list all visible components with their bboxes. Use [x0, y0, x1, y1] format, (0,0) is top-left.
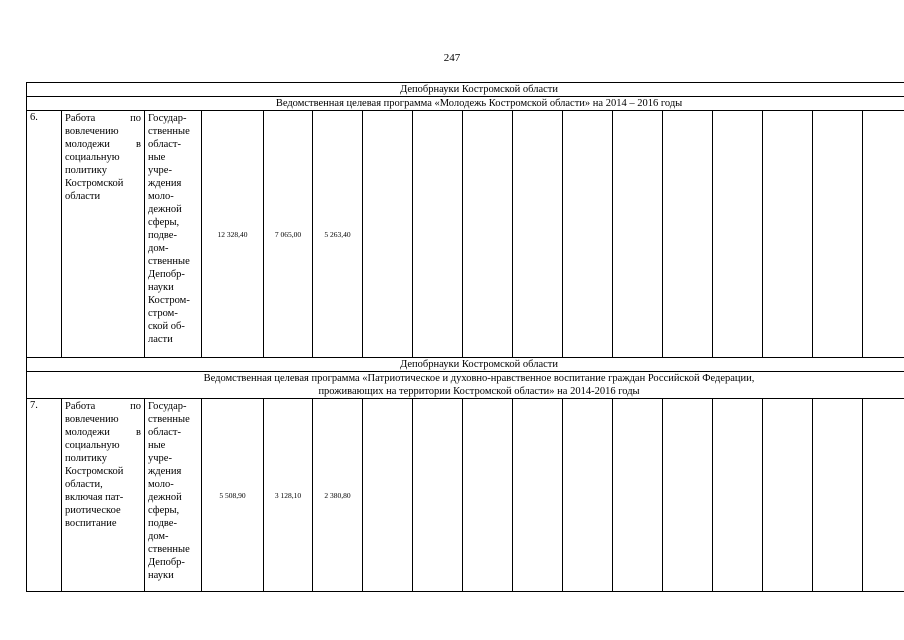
- executor-line: ждения: [148, 466, 182, 477]
- executor: [145, 399, 202, 592]
- program-title-line: проживающих на территории Костромской области» на 2014-2016 годы: [318, 386, 640, 397]
- work-line: воспитание: [65, 518, 117, 529]
- program-header-row: [27, 372, 904, 399]
- row-number: 6.: [27, 111, 62, 358]
- executor: [145, 111, 202, 358]
- program-title: [27, 372, 904, 399]
- executor-line: науки: [148, 570, 174, 581]
- executor-line: ные: [148, 440, 166, 451]
- department-header-row: [27, 358, 904, 372]
- work-line: риотическое: [65, 505, 121, 516]
- empty-cell: [863, 111, 904, 358]
- empty-cell: [613, 399, 663, 592]
- amount-total: 5 508,90: [202, 399, 264, 592]
- executor-line: област-: [148, 139, 181, 150]
- executor-line: Государ-: [148, 401, 187, 412]
- work-line: социальную: [65, 152, 120, 163]
- executor-line: Государ-: [148, 113, 187, 124]
- empty-cell: [513, 399, 563, 592]
- empty-cell: [413, 399, 463, 592]
- program-title: [27, 97, 904, 111]
- executor-line: ской об-: [148, 321, 185, 332]
- executor-line: ственные: [148, 544, 190, 555]
- executor-line: ные: [148, 152, 166, 163]
- work-line: вовлечению: [65, 126, 119, 137]
- executor-line: подве-: [148, 230, 177, 241]
- empty-cell: [763, 399, 813, 592]
- department-name: Депобрнауки Костромской области: [27, 358, 904, 372]
- work-line: вовлечению: [65, 414, 119, 425]
- work-line: области: [65, 191, 101, 202]
- amount-2016: 2 380,80: [313, 399, 363, 592]
- empty-cell: [563, 399, 613, 592]
- executor-line: област-: [148, 427, 181, 438]
- work-line: Костромской: [65, 466, 124, 477]
- amount-2015: 7 065,00: [264, 111, 313, 358]
- empty-cell: [613, 111, 663, 358]
- executor-line: моло-: [148, 479, 174, 490]
- empty-cell: [513, 111, 563, 358]
- empty-cell: [813, 111, 863, 358]
- executor-line: ласти: [148, 334, 173, 345]
- empty-cell: [663, 399, 713, 592]
- amount-2015: 3 128,10: [264, 399, 313, 592]
- empty-cell: [463, 399, 513, 592]
- executor-line: сферы,: [148, 217, 180, 228]
- executor-line: дом-: [148, 243, 169, 254]
- executor-line: Депобр-: [148, 269, 185, 280]
- program-title-line: Ведомственная целевая программа «Патриотическое и духовно-нравственное воспитание граждан Российской Федерации,: [203, 373, 755, 384]
- row-number: 7.: [27, 399, 62, 592]
- executor-line: сферы,: [148, 505, 180, 516]
- empty-cell: [363, 399, 413, 592]
- department-header-row: [27, 83, 904, 97]
- executor-line: подве-: [148, 518, 177, 529]
- executor-line: Депобр-: [148, 557, 185, 568]
- executor-line: науки: [148, 282, 174, 293]
- work-line: области,: [65, 479, 103, 490]
- executor-line: учре-: [148, 453, 172, 464]
- executor-line: дом-: [148, 531, 169, 542]
- empty-cell: [413, 111, 463, 358]
- executor-line: моло-: [148, 191, 174, 202]
- work-line: Костромской: [65, 178, 124, 189]
- empty-cell: [713, 399, 763, 592]
- executor-line: Костром-: [148, 295, 190, 306]
- table-row: [27, 399, 904, 592]
- empty-cell: [763, 111, 813, 358]
- work-line: Работа по: [65, 113, 141, 124]
- executor-line: стром-: [148, 308, 178, 319]
- work-description: [62, 111, 145, 358]
- executor-line: ственные: [148, 126, 190, 137]
- executor-line: ственные: [148, 256, 190, 267]
- empty-cell: [663, 111, 713, 358]
- work-line: социальную: [65, 440, 120, 451]
- executor-line: дежной: [148, 204, 182, 215]
- program-table: [26, 82, 904, 592]
- work-line: политику: [65, 165, 107, 176]
- executor-line: ственные: [148, 414, 190, 425]
- amount-2016: 5 263,40: [313, 111, 363, 358]
- empty-cell: [363, 111, 413, 358]
- empty-cell: [463, 111, 513, 358]
- empty-cell: [813, 399, 863, 592]
- work-line: молодежи в: [65, 139, 141, 150]
- department-name: Депобрнауки Костромской области: [27, 83, 904, 97]
- program-header-row: [27, 97, 904, 111]
- amount-total: 12 328,40: [202, 111, 264, 358]
- executor-line: ждения: [148, 178, 182, 189]
- work-line: Работа по: [65, 401, 141, 412]
- work-description: [62, 399, 145, 592]
- work-line: молодежи в: [65, 427, 141, 438]
- table-row: [27, 111, 904, 358]
- page-number: 247: [443, 52, 461, 64]
- empty-cell: [863, 399, 904, 592]
- empty-cell: [563, 111, 613, 358]
- executor-line: дежной: [148, 492, 182, 503]
- work-line: политику: [65, 453, 107, 464]
- empty-cell: [713, 111, 763, 358]
- executor-line: учре-: [148, 165, 172, 176]
- program-title-line: Ведомственная целевая программа «Молодежь Костромской области» на 2014 – 2016 годы: [275, 98, 683, 109]
- work-line: включая пат-: [65, 492, 124, 503]
